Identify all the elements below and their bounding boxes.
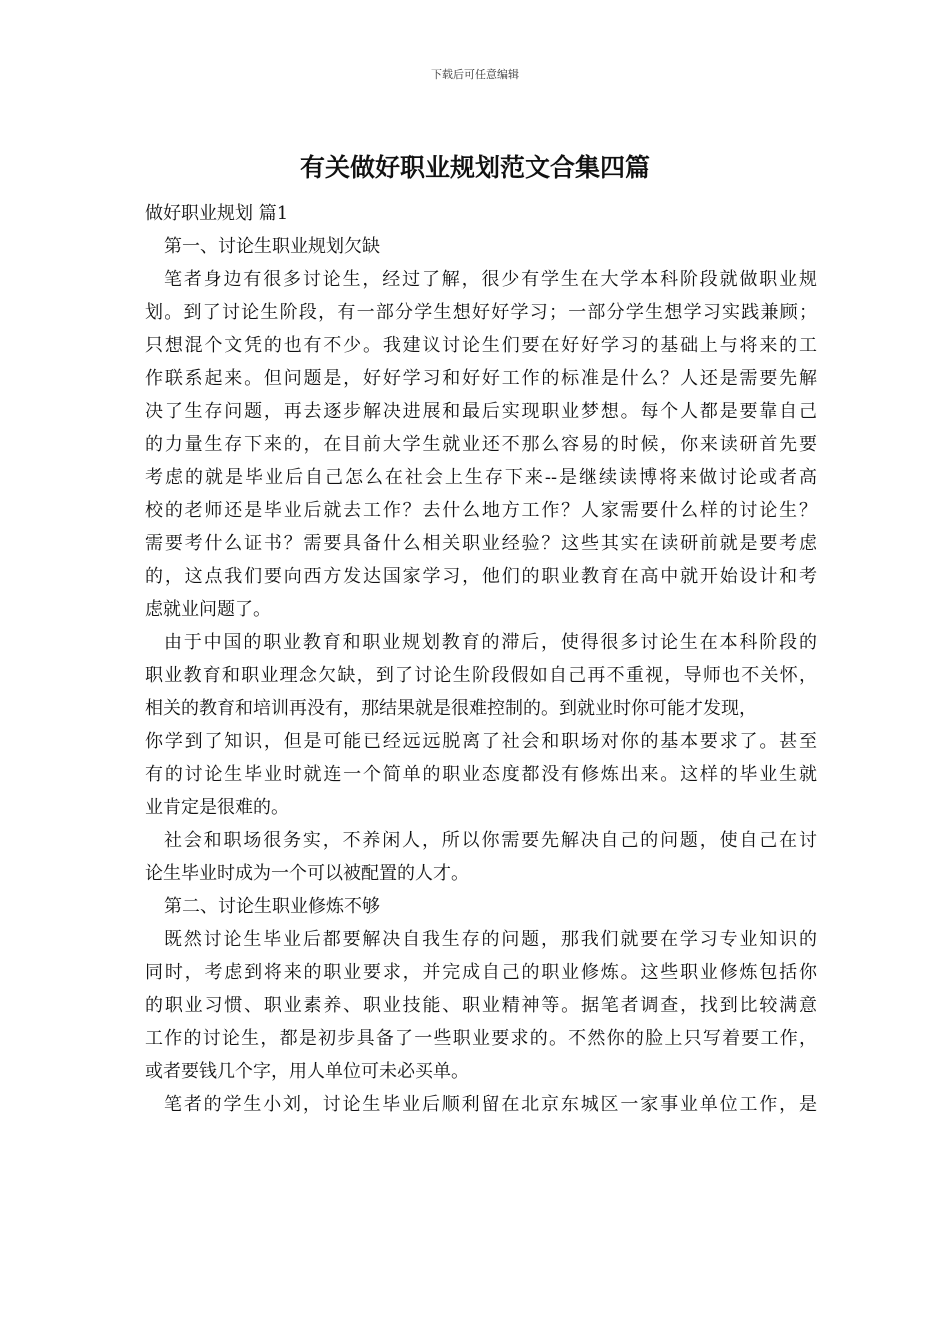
paragraph-line: 有的讨论生毕业时就连一个简单的职业态度都没有修炼出来。这样的毕业生就 [145, 764, 817, 785]
paragraph-line: 职业教育和职业理念欠缺，到了讨论生阶段假如自己再不重视，导师也不关怀， [145, 665, 817, 686]
subheading: 第一、讨论生职业规划欠缺 [164, 236, 380, 257]
paragraph-line: 校的老师还是毕业后就去工作？去什么地方工作？人家需要什么样的讨论生？ [145, 500, 817, 521]
header-note: 下载后可任意编辑 [431, 68, 519, 81]
paragraph-line: 作联系起来。但问题是，好好学习和好好工作的标准是什么？人还是需要先解 [145, 368, 817, 389]
paragraph-line: 需要考什么证书？需要具备什么相关职业经验？这些其实在读研前就是要考虑 [145, 533, 817, 554]
paragraph-line: 既然讨论生毕业后都要解决自我生存的问题，那我们就要在学习专业知识的 [164, 929, 817, 950]
paragraph-line: 划。到了讨论生阶段，有一部分学生想好好学习；一部分学生想学习实践兼顾； [145, 302, 817, 323]
paragraph-line: 考虑的就是毕业后自己怎么在社会上生存下来--是继续读博将来做讨论或者高 [145, 467, 817, 488]
paragraph-line: 只想混个文凭的也有不少。我建议讨论生们要在好好学习的基础上与将来的工 [145, 335, 817, 356]
paragraph-line: 业肯定是很难的。 [145, 797, 289, 818]
paragraph-line: 的，这点我们要向西方发达国家学习，他们的职业教育在高中就开始设计和考 [145, 566, 817, 587]
paragraph-line: 的职业习惯、职业素养、职业技能、职业精神等。据笔者调查，找到比较满意 [145, 995, 817, 1016]
paragraph-line: 由于中国的职业教育和职业规划教育的滞后，使得很多讨论生在本科阶段的 [164, 632, 817, 653]
paragraph-line: 决了生存问题，再去逐步解决进展和最后实现职业梦想。每个人都是要靠自己 [145, 401, 817, 422]
paragraph-line: 或者要钱几个字，用人单位可未必买单。 [145, 1061, 469, 1082]
paragraph-line: 论生毕业时成为一个可以被配置的人才。 [145, 863, 469, 884]
section-label: 做好职业规划 篇1 [145, 203, 289, 224]
paragraph-line: 笔者的学生小刘，讨论生毕业后顺利留在北京东城区一家事业单位工作，是 [164, 1094, 817, 1115]
paragraph-line: 虑就业问题了。 [145, 599, 271, 620]
paragraph-line: 社会和职场很务实，不养闲人，所以你需要先解决自己的问题，使自己在讨 [164, 830, 817, 851]
paragraph-line: 的力量生存下来的，在目前大学生就业还不那么容易的时候，你来读研首先要 [145, 434, 817, 455]
paragraph-line: 相关的教育和培训再没有，那结果就是很难控制的。到就业时你可能才发现， [145, 698, 757, 719]
paragraph-line: 你学到了知识，但是可能已经远远脱离了社会和职场对你的基本要求了。甚至 [145, 731, 817, 752]
paragraph-line: 同时，考虑到将来的职业要求，并完成自己的职业修炼。这些职业修炼包括你 [145, 962, 817, 983]
paragraph-line: 工作的讨论生，都是初步具备了一些职业要求的。不然你的脸上只写着要工作， [145, 1028, 817, 1049]
paragraph-line: 笔者身边有很多讨论生，经过了解，很少有学生在大学本科阶段就做职业规 [164, 269, 817, 290]
document-title: 有关做好职业规划范文合集四篇 [299, 153, 650, 182]
subheading: 第二、讨论生职业修炼不够 [164, 896, 380, 917]
document-body [145, 197, 817, 1121]
